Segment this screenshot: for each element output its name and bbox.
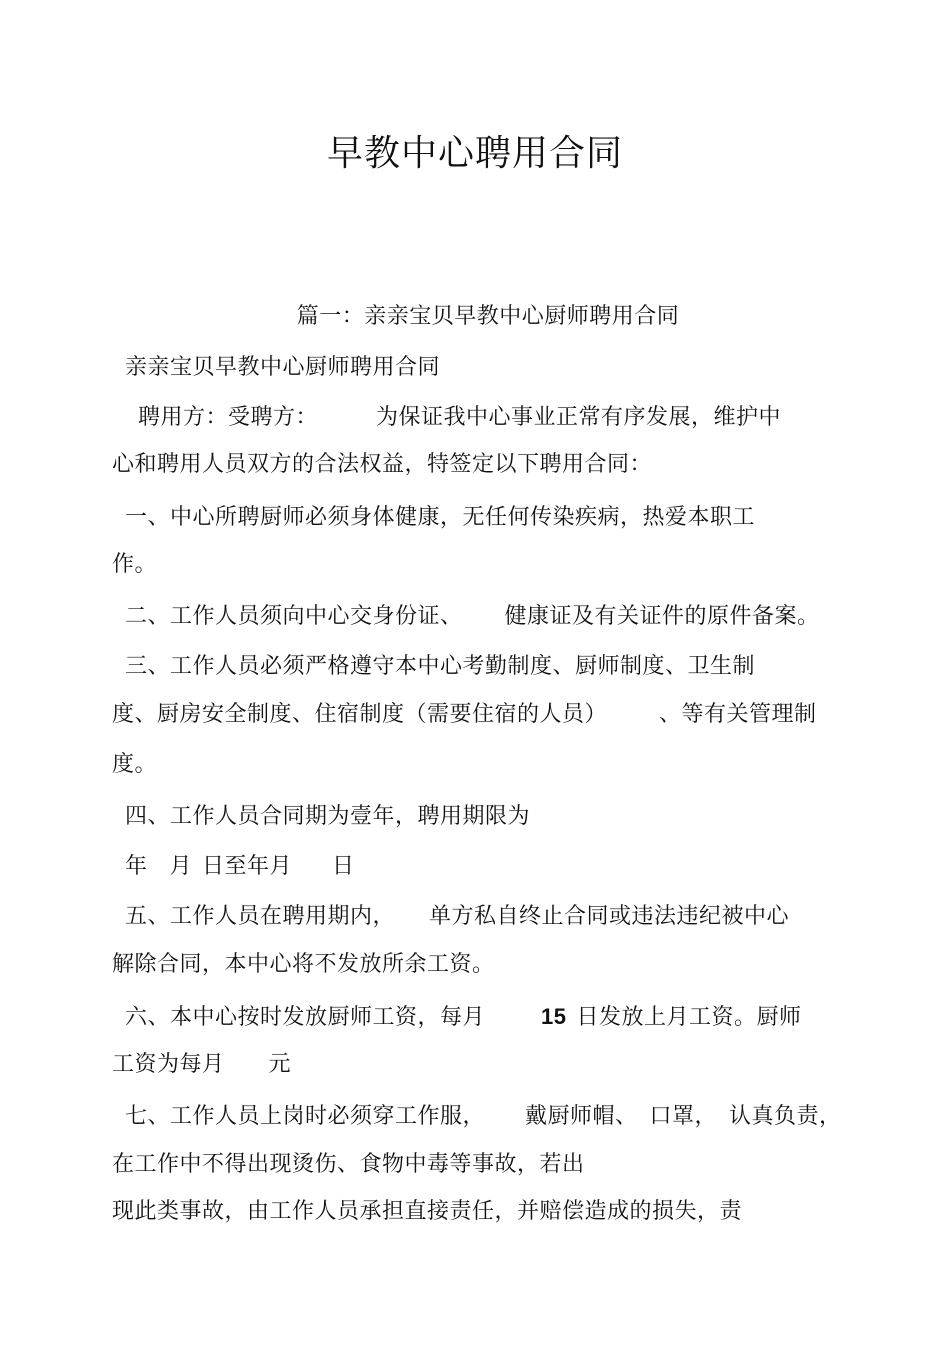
- preamble-continued: 心和聘用人员双方的合法权益，特签定以下聘用合同：: [112, 452, 653, 477]
- currency-label: 元: [268, 1052, 292, 1077]
- clause-7-continued: 在工作中不得出现烫伤、食物中毒等事故，若出: [112, 1152, 585, 1177]
- clause-6: [125, 1002, 802, 1033]
- clause-7-part-2: 戴厨师帽、: [525, 1104, 638, 1129]
- parties-line: [138, 403, 781, 433]
- clause-1-continued: 作。: [112, 552, 158, 577]
- clause-2-part-1: 二、工作人员须向中心交身份证、: [125, 604, 463, 629]
- day-label: 日: [332, 854, 355, 879]
- date-range-label: 日至年月: [202, 854, 293, 879]
- clause-1: 一、中心所聘厨师必须身体健康，无任何传染疾病，热爱本职工: [125, 505, 756, 530]
- pay-day-number: 15: [541, 1004, 567, 1029]
- clause-3-part-1: 度、厨房安全制度、住宿制度（需要住宿的人员）: [112, 702, 608, 727]
- clause-7-part-1: 七、工作人员上岗时必须穿工作服，: [125, 1104, 486, 1129]
- clause-7-part-4: 认真负责，: [729, 1104, 842, 1129]
- clause-5-part-2: 单方私自终止合同或违法违纪被中心: [429, 904, 790, 929]
- clause-4-dates: [125, 852, 355, 882]
- year-label: 年: [125, 854, 148, 879]
- clause-7: [125, 1102, 842, 1132]
- clause-5-part-1: 五、工作人员在聘用期内，: [125, 904, 396, 929]
- clause-5-continued: 解除合同，本中心将不发放所余工资。: [112, 952, 495, 977]
- preamble-text: 为保证我中心事业正常有序发展，维护中: [376, 405, 782, 430]
- clause-6-part-2: 日发放上月工资。厨师: [576, 1005, 802, 1030]
- clause-3-continued: [112, 700, 817, 730]
- clause-6-continued: [112, 1050, 291, 1080]
- month-label: 月: [169, 854, 193, 879]
- clause-3-part-2: 、等有关管理制: [659, 702, 817, 727]
- parties-label: 聘用方：受聘方：: [138, 405, 319, 430]
- salary-label: 工资为每月: [112, 1052, 225, 1077]
- clause-2: [125, 602, 820, 632]
- clause-2-part-2: 健康证及有关证件的原件备案。: [504, 604, 820, 629]
- contract-heading: 亲亲宝贝早教中心厨师聘用合同: [125, 355, 441, 380]
- section-subtitle: 篇一：亲亲宝贝早教中心厨师聘用合同: [296, 304, 680, 329]
- clause-7-part-3: 口罩，: [649, 1104, 718, 1129]
- clause-4: 四、工作人员合同期为壹年，聘用期限为: [125, 804, 531, 829]
- clause-5: [125, 902, 789, 932]
- clause-6-part-1: 六、本中心按时发放厨师工资，每月: [125, 1005, 486, 1030]
- clause-3: 三、工作人员必须严格遵守本中心考勤制度、厨师制度、卫生制: [125, 654, 756, 679]
- document-title: 早教中心聘用合同: [326, 133, 623, 174]
- clause-7-continued-2: 现此类事故，由工作人员承担直接责任，并赔偿造成的损失，责: [112, 1199, 743, 1224]
- clause-3-end: 度。: [112, 752, 158, 777]
